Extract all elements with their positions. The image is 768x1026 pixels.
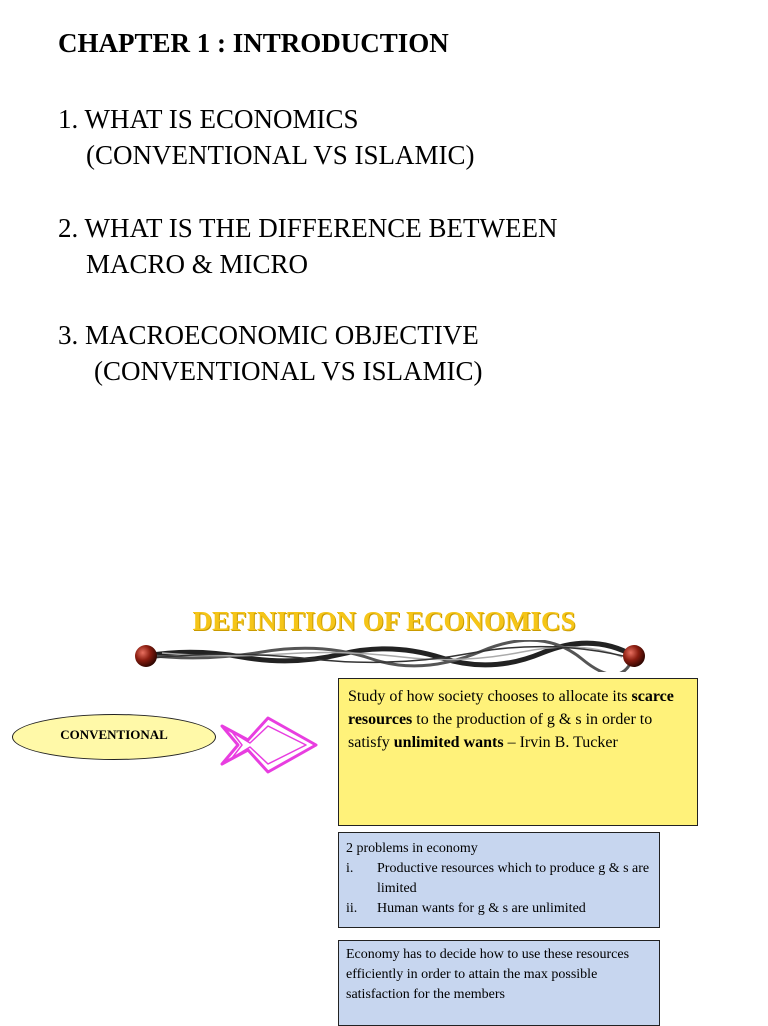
definition-bold-unlimited-wants: unlimited wants xyxy=(393,734,504,751)
topic-item-1-line1: 1. WHAT IS ECONOMICS xyxy=(58,104,359,134)
topic-item-3-line1: 3. MACROECONOMIC OBJECTIVE xyxy=(58,320,479,350)
problem-item-1 xyxy=(346,859,652,899)
problem-item-1-text: Productive resources which to produce g & s are limited xyxy=(377,861,650,896)
topic-item-1-line2: (CONVENTIONAL VS ISLAMIC) xyxy=(86,140,475,170)
economy-box xyxy=(338,940,660,1026)
topic-item-2-line1: 2. WHAT IS THE DIFFERENCE BETWEEN xyxy=(58,213,558,243)
definition-text-1: Study of how society chooses to allocate its xyxy=(348,688,632,705)
problems-box xyxy=(338,832,660,928)
definition-text-2: to the production of g & s in order to satisfy xyxy=(348,711,653,751)
topic-item-2 xyxy=(58,210,558,282)
economy-text: Economy has to decide how to use these resources efficiently in order to attain the max possible satisfaction for the members xyxy=(346,947,630,1002)
definition-bold-scarce-resources: scarce resources xyxy=(348,688,674,728)
decorative-rod-divider-icon xyxy=(132,640,648,672)
conventional-label: CONVENTIONAL xyxy=(60,727,168,742)
topic-item-2-line2: MACRO & MICRO xyxy=(86,249,309,279)
definition-box xyxy=(338,678,698,826)
definition-title: DEFINITION OF ECONOMICS xyxy=(192,606,576,636)
problem-item-2 xyxy=(346,899,652,919)
problems-heading: 2 problems in economy xyxy=(346,841,478,856)
problem-item-2-text: Human wants for g & s are unlimited xyxy=(377,901,586,916)
problem-item-2-number: ii. xyxy=(346,901,358,916)
topic-item-3-line2: (CONVENTIONAL VS ISLAMIC) xyxy=(94,356,483,386)
definition-text-3: – Irvin B. Tucker xyxy=(503,734,618,751)
problem-item-1-number: i. xyxy=(346,861,354,876)
arrow-right-icon xyxy=(218,712,320,778)
chapter-title: CHAPTER 1 : INTRODUCTION xyxy=(58,28,449,58)
topic-item-3 xyxy=(58,317,482,389)
conventional-oval xyxy=(12,714,216,760)
topic-item-1 xyxy=(58,101,474,173)
